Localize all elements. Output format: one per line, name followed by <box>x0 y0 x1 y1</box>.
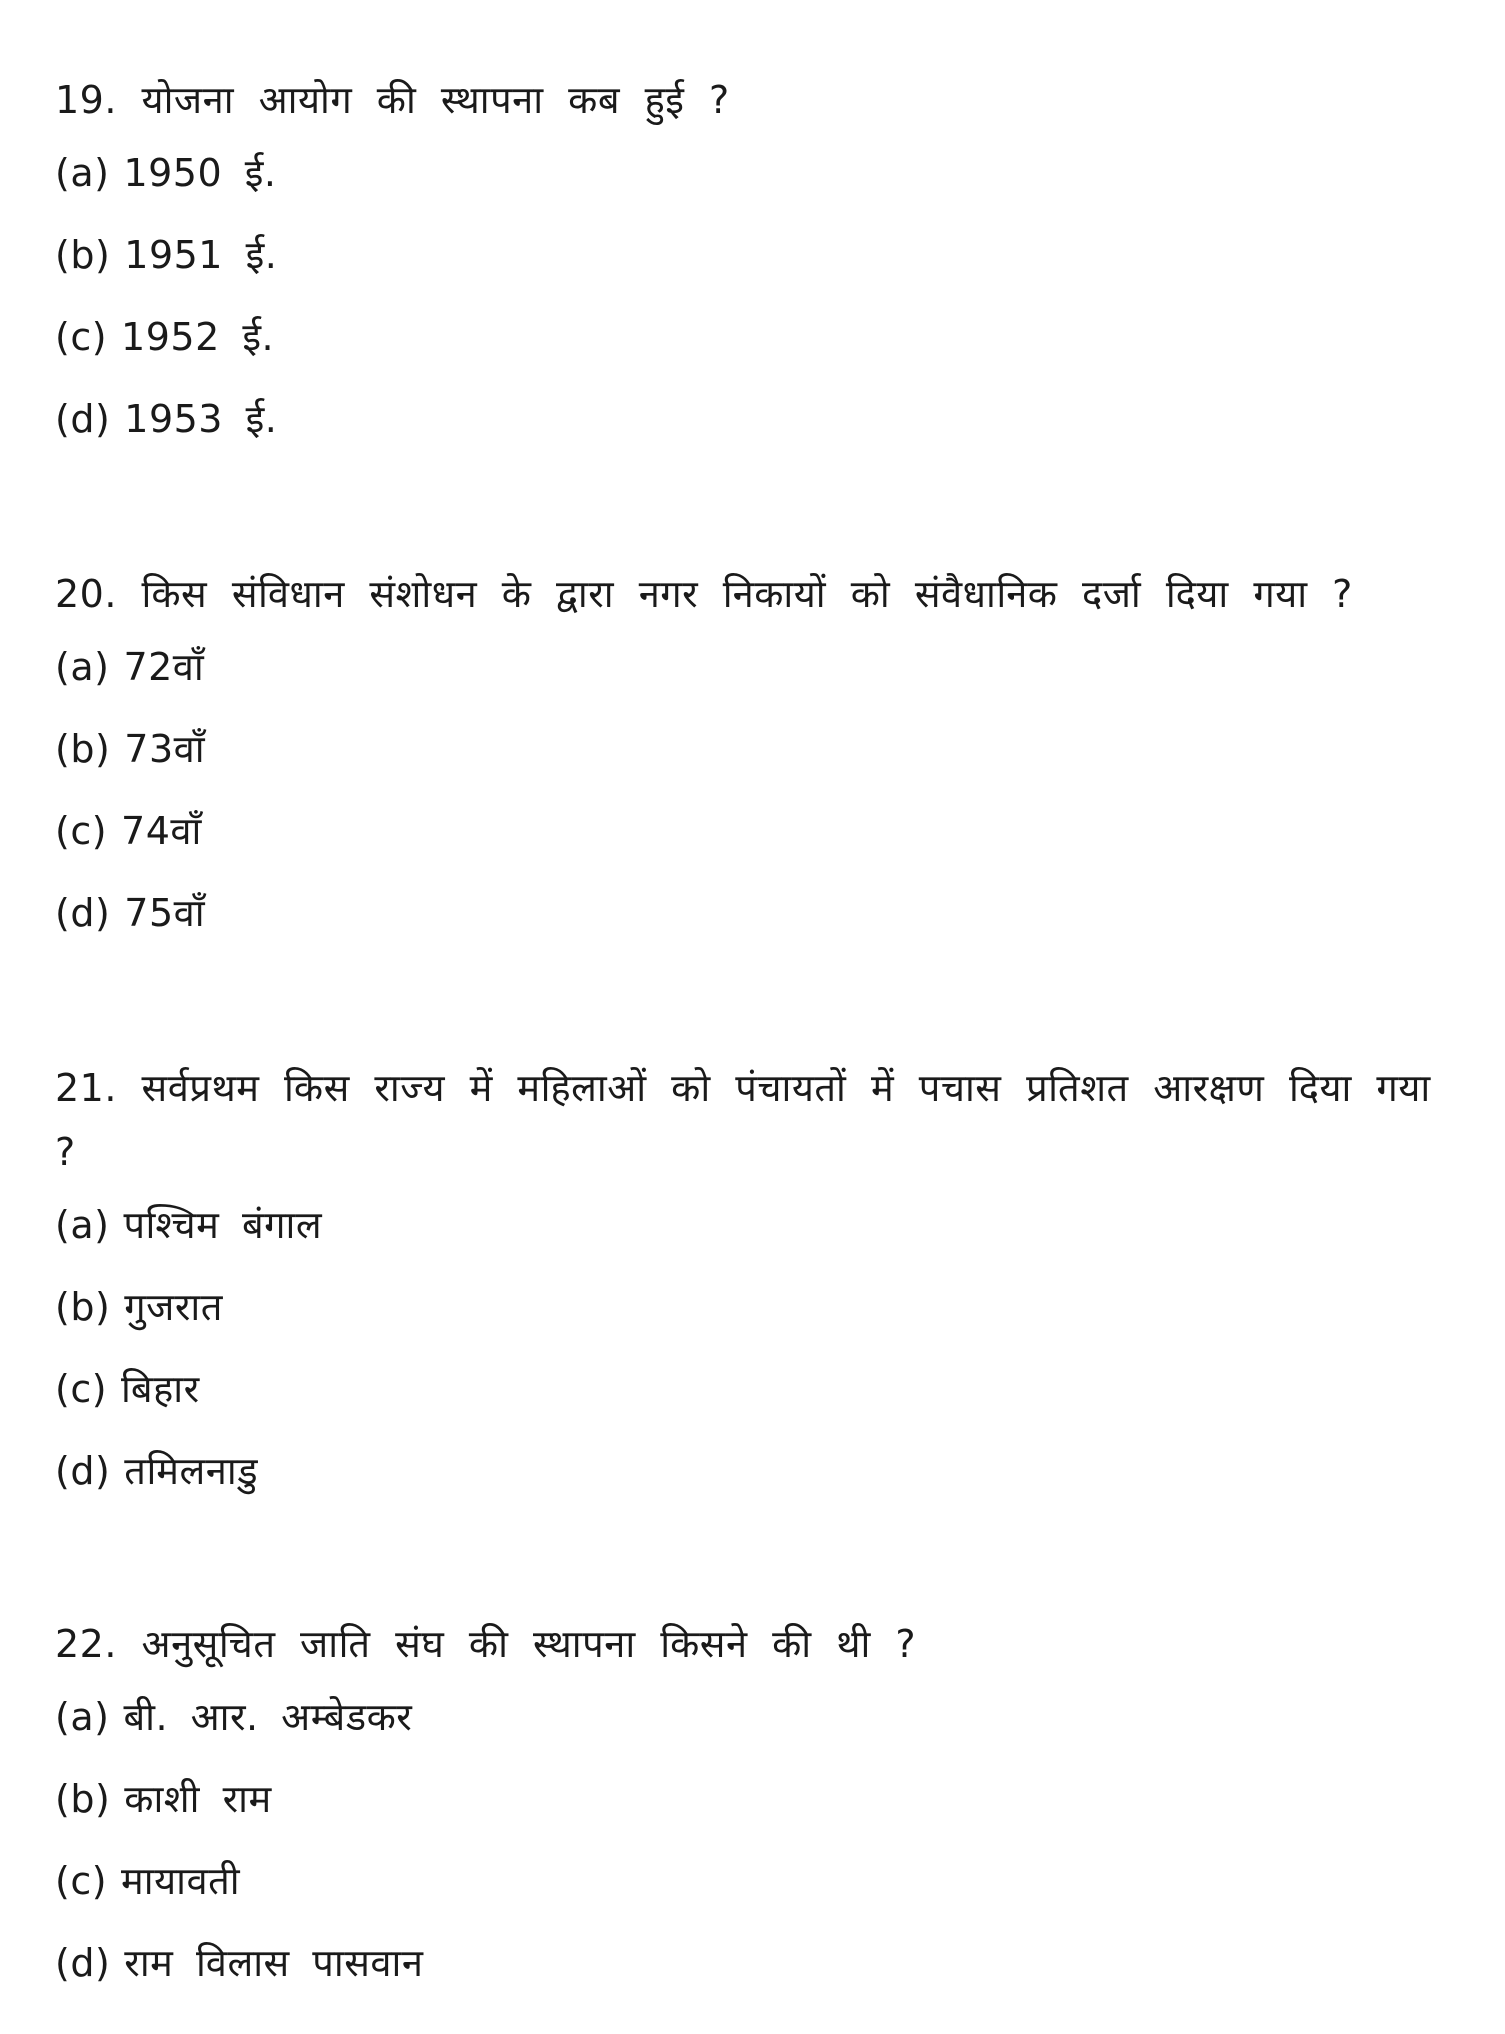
question-block-19 <box>55 68 1455 460</box>
option-22-d <box>55 1922 1455 2004</box>
question-19 <box>55 68 1455 132</box>
option-text: बिहार <box>121 1367 200 1411</box>
question-number: 20. <box>55 572 117 616</box>
option-21-d <box>55 1430 1455 1512</box>
option-22-b <box>55 1758 1455 1840</box>
option-20-c <box>55 790 1455 872</box>
option-letter: (b) <box>55 1285 111 1329</box>
option-22-c <box>55 1840 1455 1922</box>
option-text: राम विलास पासवान <box>124 1941 424 1985</box>
question-text: अनुसूचित जाति संघ की स्थापना किसने की थी ? <box>141 1622 917 1666</box>
option-letter: (a) <box>55 1203 110 1247</box>
option-text: 1951 ई. <box>124 233 278 277</box>
question-number: 19. <box>55 78 117 122</box>
question-text: किस संविधान संशोधन के द्वारा नगर निकायों को संवैधानिक दर्जा दिया गया ? <box>141 572 1353 616</box>
question-block-22 <box>55 1612 1455 2004</box>
question-block-21 <box>55 1056 1455 1512</box>
question-22 <box>55 1612 1455 1676</box>
option-19-b <box>55 214 1455 296</box>
option-letter: (d) <box>55 891 111 935</box>
option-text: तमिलनाडु <box>124 1449 259 1493</box>
option-text: 1952 ई. <box>121 315 275 359</box>
option-22-a <box>55 1676 1455 1758</box>
option-text: 1950 ई. <box>123 151 277 195</box>
question-21 <box>55 1056 1455 1184</box>
option-19-d <box>55 378 1455 460</box>
option-letter: (a) <box>55 151 110 195</box>
option-20-a <box>55 626 1455 708</box>
option-text: काशी राम <box>124 1777 272 1821</box>
question-20 <box>55 562 1455 626</box>
option-letter: (c) <box>55 1859 108 1903</box>
option-letter: (d) <box>55 1449 111 1493</box>
option-text: पश्चिम बंगाल <box>123 1203 323 1247</box>
question-number: 21. <box>55 1066 117 1110</box>
option-21-c <box>55 1348 1455 1430</box>
option-text: 72वाँ <box>123 645 205 689</box>
option-21-b <box>55 1266 1455 1348</box>
option-letter: (a) <box>55 1695 110 1739</box>
question-number: 22. <box>55 1622 117 1666</box>
option-20-d <box>55 872 1455 954</box>
option-letter: (a) <box>55 645 110 689</box>
option-letter: (b) <box>55 1777 111 1821</box>
option-text: 73वाँ <box>124 727 206 771</box>
question-block-20 <box>55 562 1455 954</box>
option-text: 1953 ई. <box>124 397 278 441</box>
option-letter: (c) <box>55 809 108 853</box>
option-letter: (d) <box>55 1941 111 1985</box>
option-text: 75वाँ <box>124 891 206 935</box>
option-letter: (b) <box>55 727 111 771</box>
option-letter: (b) <box>55 233 111 277</box>
option-text: 74वाँ <box>121 809 202 853</box>
option-letter: (c) <box>55 1367 108 1411</box>
option-text: बी. आर. अम्बेडकर <box>123 1695 413 1739</box>
option-20-b <box>55 708 1455 790</box>
option-21-a <box>55 1184 1455 1266</box>
option-letter: (c) <box>55 315 108 359</box>
option-19-a <box>55 132 1455 214</box>
option-19-c <box>55 296 1455 378</box>
question-text: योजना आयोग की स्थापना कब हुई ? <box>141 78 730 122</box>
option-text: मायावती <box>121 1859 241 1903</box>
option-text: गुजरात <box>124 1285 223 1329</box>
question-text: सर्वप्रथम किस राज्य में महिलाओं को पंचायतों में पचास प्रतिशत आरक्षण दिया गया ? <box>55 1066 1431 1174</box>
option-letter: (d) <box>55 397 111 441</box>
